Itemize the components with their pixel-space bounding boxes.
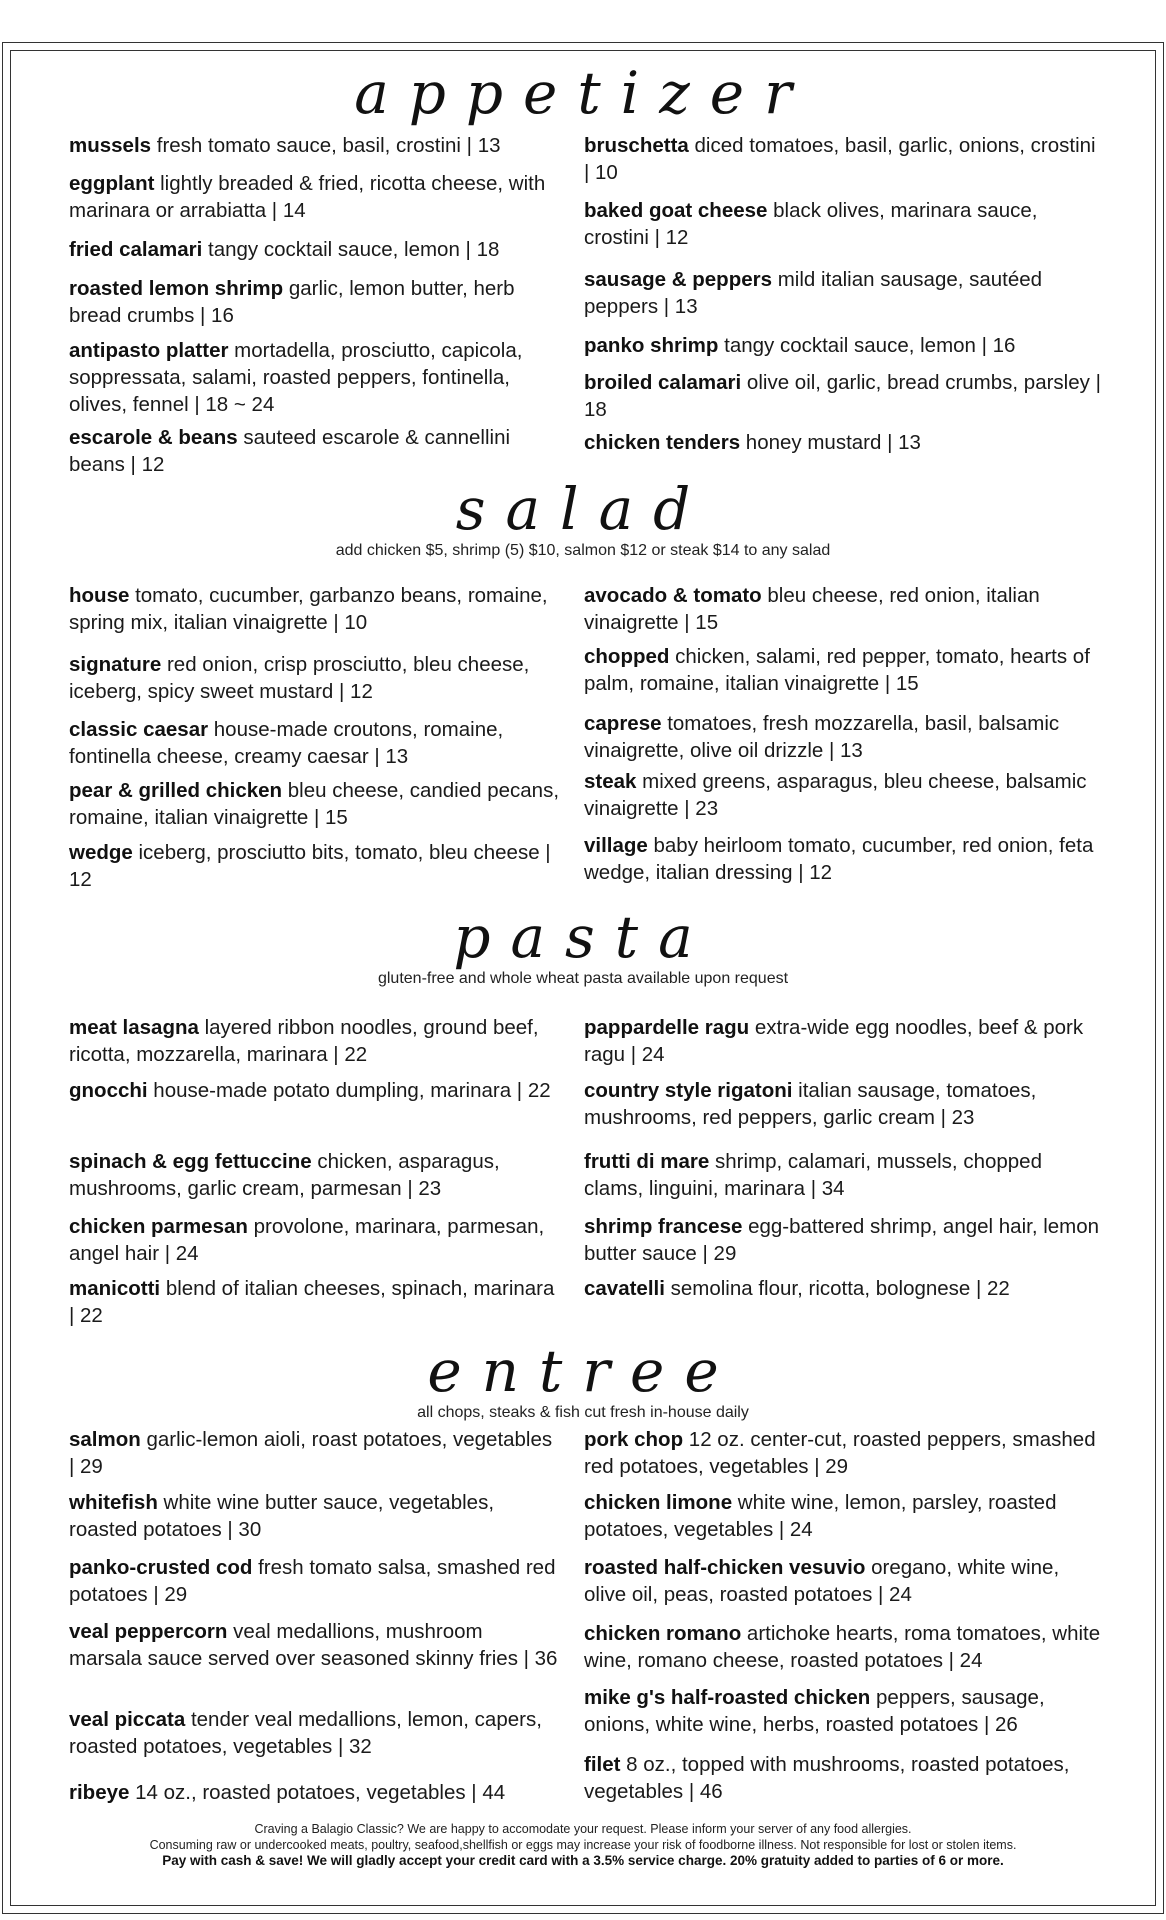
menu-item: avocado & tomato bleu cheese, red onion, italian vinaigrette | 15 xyxy=(584,584,1040,634)
appetizer-heading: appetizer xyxy=(354,59,812,127)
menu-item: classic caesar house-made croutons, romaine, fontinella cheese, creamy caesar | 13 xyxy=(69,718,504,768)
menu-item: panko shrimp tangy cocktail sauce, lemon | 16 xyxy=(584,334,1016,357)
menu-item: spinach & egg fettuccine chicken, asparagus, mushrooms, garlic cream, parmesan | 23 xyxy=(69,1150,500,1200)
menu-item: roasted lemon shrimp garlic, lemon butter, herb bread crumbs | 16 xyxy=(69,277,515,327)
menu-item: chicken romano artichoke hearts, roma tomatoes, white wine, romano cheese, roasted potatoes | 24 xyxy=(584,1622,1101,1672)
menu-item: caprese tomatoes, fresh mozzarella, basil, balsamic vinaigrette, olive oil drizzle | 13 xyxy=(584,712,1060,762)
menu-item: pappardelle ragu extra-wide egg noodles, beef & pork ragu | 24 xyxy=(584,1016,1084,1066)
menu-item: shrimp francese egg-battered shrimp, angel hair, lemon butter sauce | 29 xyxy=(584,1215,1100,1265)
menu-item: mussels fresh tomato sauce, basil, crostini | 13 xyxy=(69,134,501,157)
pasta-header xyxy=(0,903,1166,988)
menu-item: fried calamari tangy cocktail sauce, lemon | 18 xyxy=(69,238,500,261)
menu-footer xyxy=(0,1821,1166,1869)
menu-item: bruschetta diced tomatoes, basil, garlic, onions, crostini | 10 xyxy=(584,134,1096,184)
menu-item: gnocchi house-made potato dumpling, marinara | 22 xyxy=(69,1079,551,1102)
menu-item: chicken limone white wine, lemon, parsley, roasted potatoes, vegetables | 24 xyxy=(584,1491,1057,1541)
menu-item: village baby heirloom tomato, cucumber, red onion, feta wedge, italian dressing | 12 xyxy=(584,834,1094,884)
menu-item: mike g's half-roasted chicken peppers, sausage, onions, white wine, herbs, roasted potatoes | 26 xyxy=(584,1686,1045,1736)
menu-item: sausage & peppers mild italian sausage, sautéed peppers | 13 xyxy=(584,268,1043,318)
menu-item: country style rigatoni italian sausage, tomatoes, mushrooms, red peppers, garlic cream | 23 xyxy=(584,1079,1037,1129)
menu-item: whitefish white wine butter sauce, vegetables, roasted potatoes | 30 xyxy=(69,1491,495,1541)
menu-item: veal peppercorn veal medallions, mushroom marsala sauce served over seasoned skinny fries | 36 xyxy=(69,1620,558,1670)
menu-item: chicken parmesan provolone, marinara, parmesan, angel hair | 24 xyxy=(69,1215,545,1265)
menu-item: pork chop 12 oz. center-cut, roasted peppers, smashed red potatoes, vegetables | 29 xyxy=(584,1428,1096,1478)
footer-allergy-note: Craving a Balagio Classic? We are happy to accomodate your request. Please inform your server of any food allergies. xyxy=(254,1822,912,1836)
menu-item: wedge iceberg, prosciutto bits, tomato, bleu cheese | 12 xyxy=(69,841,551,891)
menu-item: antipasto platter mortadella, prosciutto, capicola, soppressata, salami, roasted peppers, fontinella, olives, fennel | 18 ~ 24 xyxy=(69,339,523,416)
menu-item: frutti di mare shrimp, calamari, mussels, chopped clams, linguini, marinara | 34 xyxy=(584,1150,1042,1200)
menu-item: panko-crusted cod fresh tomato salsa, smashed red potatoes | 29 xyxy=(69,1556,556,1606)
menu-item: pear & grilled chicken bleu cheese, candied pecans, romaine, italian vinaigrette | 15 xyxy=(69,779,560,829)
entree-header xyxy=(0,1337,1166,1422)
menu-item: filet 8 oz., topped with mushrooms, roasted potatoes, vegetables | 46 xyxy=(584,1753,1070,1803)
pasta-heading: pasta xyxy=(453,903,713,971)
menu-item: roasted half-chicken vesuvio oregano, white wine, olive oil, peas, roasted potatoes | 24 xyxy=(584,1556,1060,1606)
menu-item: veal piccata tender veal medallions, lemon, capers, roasted potatoes, vegetables | 32 xyxy=(69,1708,542,1758)
appetizer-header xyxy=(0,59,1166,127)
menu-item: broiled calamari olive oil, garlic, bread crumbs, parsley | 18 xyxy=(584,371,1101,421)
menu-item: chopped chicken, salami, red pepper, tomato, hearts of palm, romaine, italian vinaigrette | 15 xyxy=(584,645,1090,695)
entree-heading: entree xyxy=(427,1337,739,1405)
menu-item: escarole & beans sauteed escarole & cannellini beans | 12 xyxy=(69,426,511,476)
menu-item: steak mixed greens, asparagus, bleu cheese, balsamic vinaigrette | 23 xyxy=(584,770,1087,820)
menu-item: signature red onion, crisp prosciutto, bleu cheese, iceberg, spicy sweet mustard | 12 xyxy=(69,653,530,703)
pasta-note: gluten-free and whole wheat pasta available upon request xyxy=(377,970,789,987)
entree-note: all chops, steaks & fish cut fresh in-house daily xyxy=(417,1404,749,1421)
menu-item: meat lasagna layered ribbon noodles, ground beef, ricotta, mozzarella, marinara | 22 xyxy=(69,1016,539,1066)
footer-payment-note: Pay with cash & save! We will gladly accept your credit card with a 3.5% service charge. 20% gratuity added to parties of 6 or more. xyxy=(162,1853,1004,1868)
menu-item: house tomato, cucumber, garbanzo beans, romaine, spring mix, italian vinaigrette | 10 xyxy=(69,584,548,634)
menu-item: eggplant lightly breaded & fried, ricotta cheese, with marinara or arrabiatta | 14 xyxy=(69,172,546,222)
salad-note: add chicken $5, shrimp (5) $10, salmon $12 or steak $14 to any salad xyxy=(335,542,831,559)
menu-item: baked goat cheese black olives, marinara sauce, crostini | 12 xyxy=(584,199,1038,249)
menu-item: chicken tenders honey mustard | 13 xyxy=(584,431,921,454)
salad-header xyxy=(0,475,1166,560)
footer-health-warning: Consuming raw or undercooked meats, poultry, seafood,shellfish or eggs may increase your risk of foodborne illness. Not responsible for lost or stolen items. xyxy=(149,1838,1017,1852)
menu-item: cavatelli semolina flour, ricotta, bolognese | 22 xyxy=(584,1277,1010,1300)
salad-heading: salad xyxy=(455,475,711,543)
menu-item: manicotti blend of italian cheeses, spinach, marinara | 22 xyxy=(69,1277,555,1327)
menu-item: ribeye 14 oz., roasted potatoes, vegetables | 44 xyxy=(69,1781,506,1804)
menu-item: salmon garlic-lemon aioli, roast potatoes, vegetables | 29 xyxy=(69,1428,553,1478)
